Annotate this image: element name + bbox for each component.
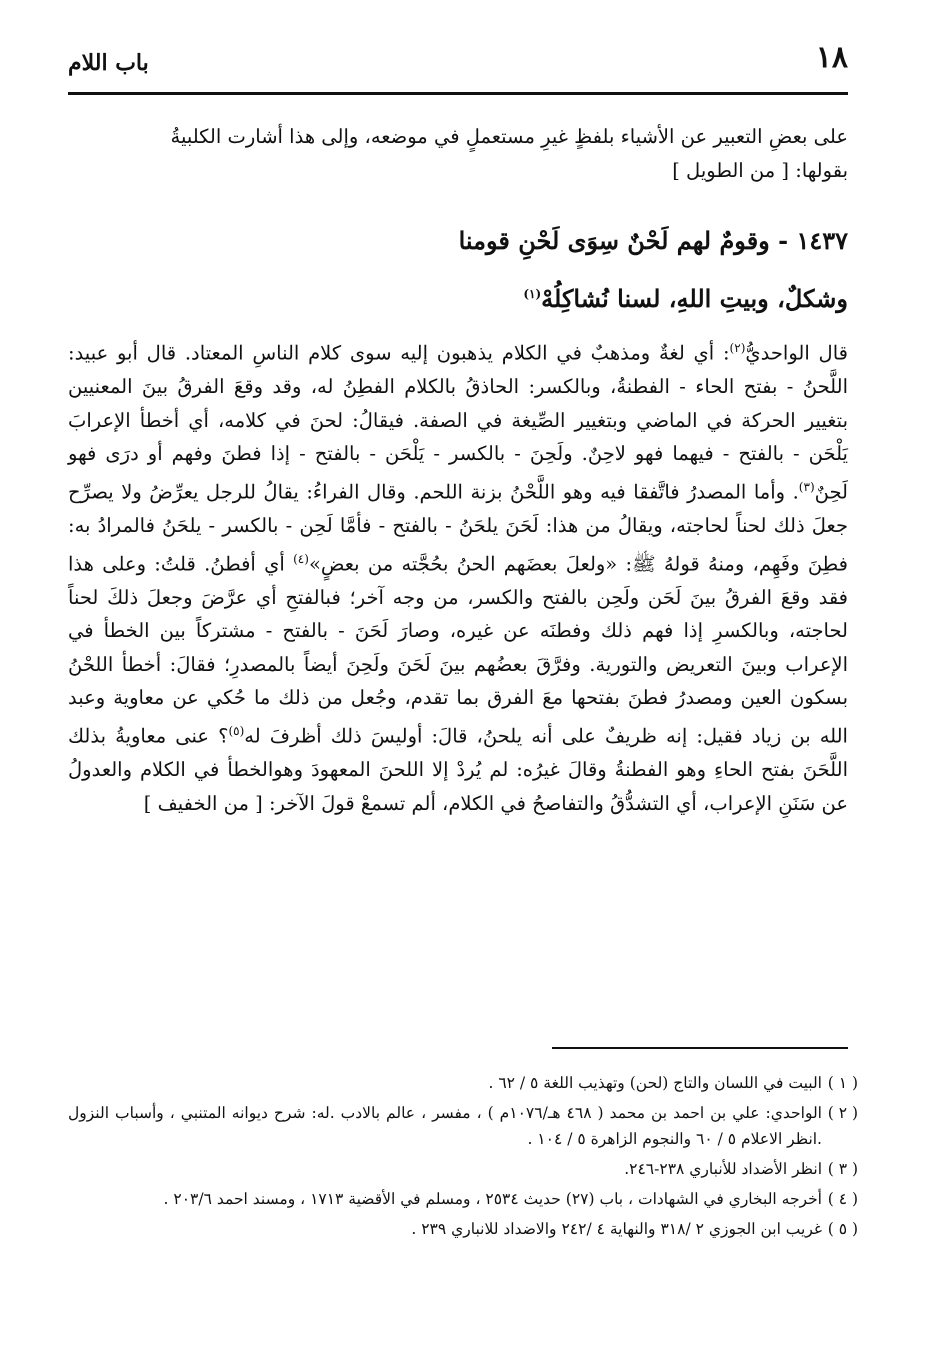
footnote-ref-4: (٤) [293,551,309,566]
verse-line-2 [200,284,848,313]
verse-line-1: ١٤٣٧ - وقومٌ لهم لَحْنٌ سِوَى لَحْنِ قومنا [458,226,848,255]
footnote-ref-3: (٣) [798,479,815,494]
prose-part-a: قال الواحديُّ [745,341,848,365]
page-number: ١٨ [815,40,848,75]
footnote-5 [68,1216,858,1242]
footnote-2 [68,1100,858,1152]
footnotes [68,1070,858,1246]
chapter-title: باب اللام [68,50,149,76]
prose-part-b: : أي لغةٌ ومذهبٌ في الكلام يذهبون إليه سوى كلام الناسِ المعتاد. قال أبو عبيد: اللَّحنُ - بفتح الحاء - الفطنةُ، وبالكسر: الحاذقُ بالكلام الفطِنُ له، وقد وقعَ الفرقُ بينَ المعنيين بتغيير الحركة في الماضي وبتغيير الصِّيغة في الصفة. فيقالُ: لحنَ في كلامه، أي أخطأ الإعرابَ يَلْحَن - بالفتح - فيهما فهو لاحِنٌ. ولَحِنَ - بالكسر - يَلْحَن - بالفتح - إذا فطنَ وفهم أو درَى فهو لَحِنٌ [68,341,848,504]
footnote-4 [68,1186,858,1212]
footnote-number: ( ١ ) [827,1074,858,1092]
meter-label: [ من الطويل ] [672,158,789,182]
footnote-number: ( ٢ ) [827,1104,858,1122]
intro-paragraph [68,120,848,187]
footnote-text: أخرجه البخاري في الشهادات ، باب (٢٧) حديث ٢٥٣٤ ، ومسلم في الأقضية ١٧١٣ ، ومسند احمد ٢٠٣/٦ . [163,1190,822,1208]
footnote-number: ( ٤ ) [827,1190,858,1208]
footnote-ref-1: (١) [523,287,542,301]
footnote-3 [68,1156,858,1182]
prose-part-c: . وأما المصدرُ فاتَّفقا فيه وهو اللَّحْنُ بزنة اللحم. وقال الفراءُ: يقالُ للرجل يعرِّضُ ولا يصرِّح جعلَ ذلك لحناً لحاجته، ويقالُ من هذا: لَحَنَ يلحَنُ - بالفتح - فأمَّا لَحِن - بالكسر - يلحَنُ فالمرادُ به: فطِنَ وفَهِم، ومنهُ قولهُ ﷺ: «ولعلَ بعضَهم الحنُ بحُجَّته من بعضٍ» [68,480,848,576]
prose-part-d: أي أفطنُ. قلتُ: وعلى هذا فقد وقعَ الفرقُ بينَ لَحَن ولَحِن بالفتح والكسر، من وجه آخر؛ فبالفتحِ أي عرَّضَ وجعلَ ذلكَ لحناً لحاجته، وبالكسرِ إذا فهم ذلك وفطنَه عن غيره، وصارَ لَحَنَ - بالفتح - مشتركاً بين الخطأ في الإعراب وبينَ التعريض والتورية. وفرَّقَ بعضُهم بينَ لَحَنَ ولَحِنَ أيضاً بالمصدرِ؛ فقالَ: أخطأ اللحْنُ بسكون العين ومصدرُ فطنَ بفتحها معَ الفرق بما تقدم، وجُعل من ذلك ما حُكي عن معاوية وعبد الله بن زياد فقيل: إنه ظريفٌ على أنه يلحنُ، قالَ: أوليسَ ذلك أظرفَ له [68,552,848,748]
footnote-1 [68,1070,858,1096]
intro-line-2-text: بقولها: [795,158,848,182]
prose-part-e: ؟ عنى معاويةُ بذلك اللَّحَنَ بفتح الحاءِ وهو الفطنةُ وقالَ غيرُه: لم يُردْ إلا اللحنَ المعهودَ وهوالخطأ في الكلام والعدولُ عن سَنَنِ الإعراب، أي التشدُّقُ والتفاصحُ في الكلام، ألم تسمعْ قولَ الآخر: [68,724,848,815]
page-header [68,40,848,95]
footnote-text: الواحدي: علي بن احمد بن محمد ( ٤٦٨ هـ/١٠٧٦م ) ، مفسر ، عالم بالادب .له: شرح ديوانه المتنبي ، وأسباب النزول .انظر الاعلام ٥ / ٦٠ والنجوم الزاهرة ٥ / ١٠٤ . [68,1104,822,1148]
main-prose [68,332,848,820]
footnote-ref-2: (٢) [729,341,746,355]
meter-label-2: [ من الخفيف ] [143,791,263,815]
footnote-text: غريب ابن الجوزي ٢ /٣١٨ والنهاية ٤ /٢٤٢ والاضداد للانباري ٢٣٩ . [411,1220,822,1238]
verse-line-2-text: وشكلٌ، وبيتِ اللهِ، لسنا نُشاكِلُهْ [541,284,848,313]
footnote-text: البيت في اللسان والتاج (لحن) وتهذيب اللغة ٥ / ٦٢ . [488,1074,822,1092]
prose-paragraph [68,332,848,820]
intro-line-2 [68,154,848,188]
footnote-number: ( ٥ ) [827,1220,858,1238]
footnote-divider [552,1047,848,1049]
intro-line-1: على بعضِ التعبير عن الأشياء بلفظٍ غيرِ مستعملٍ في موضعه، وإلى هذا أشارت الكلبيةُ [170,125,848,148]
footnote-ref-5: (٥) [228,724,245,739]
footnote-number: ( ٣ ) [827,1160,858,1178]
footnote-text: انظر الأضداد للأنباري ٢٣٨-٢٤٦. [624,1160,822,1178]
